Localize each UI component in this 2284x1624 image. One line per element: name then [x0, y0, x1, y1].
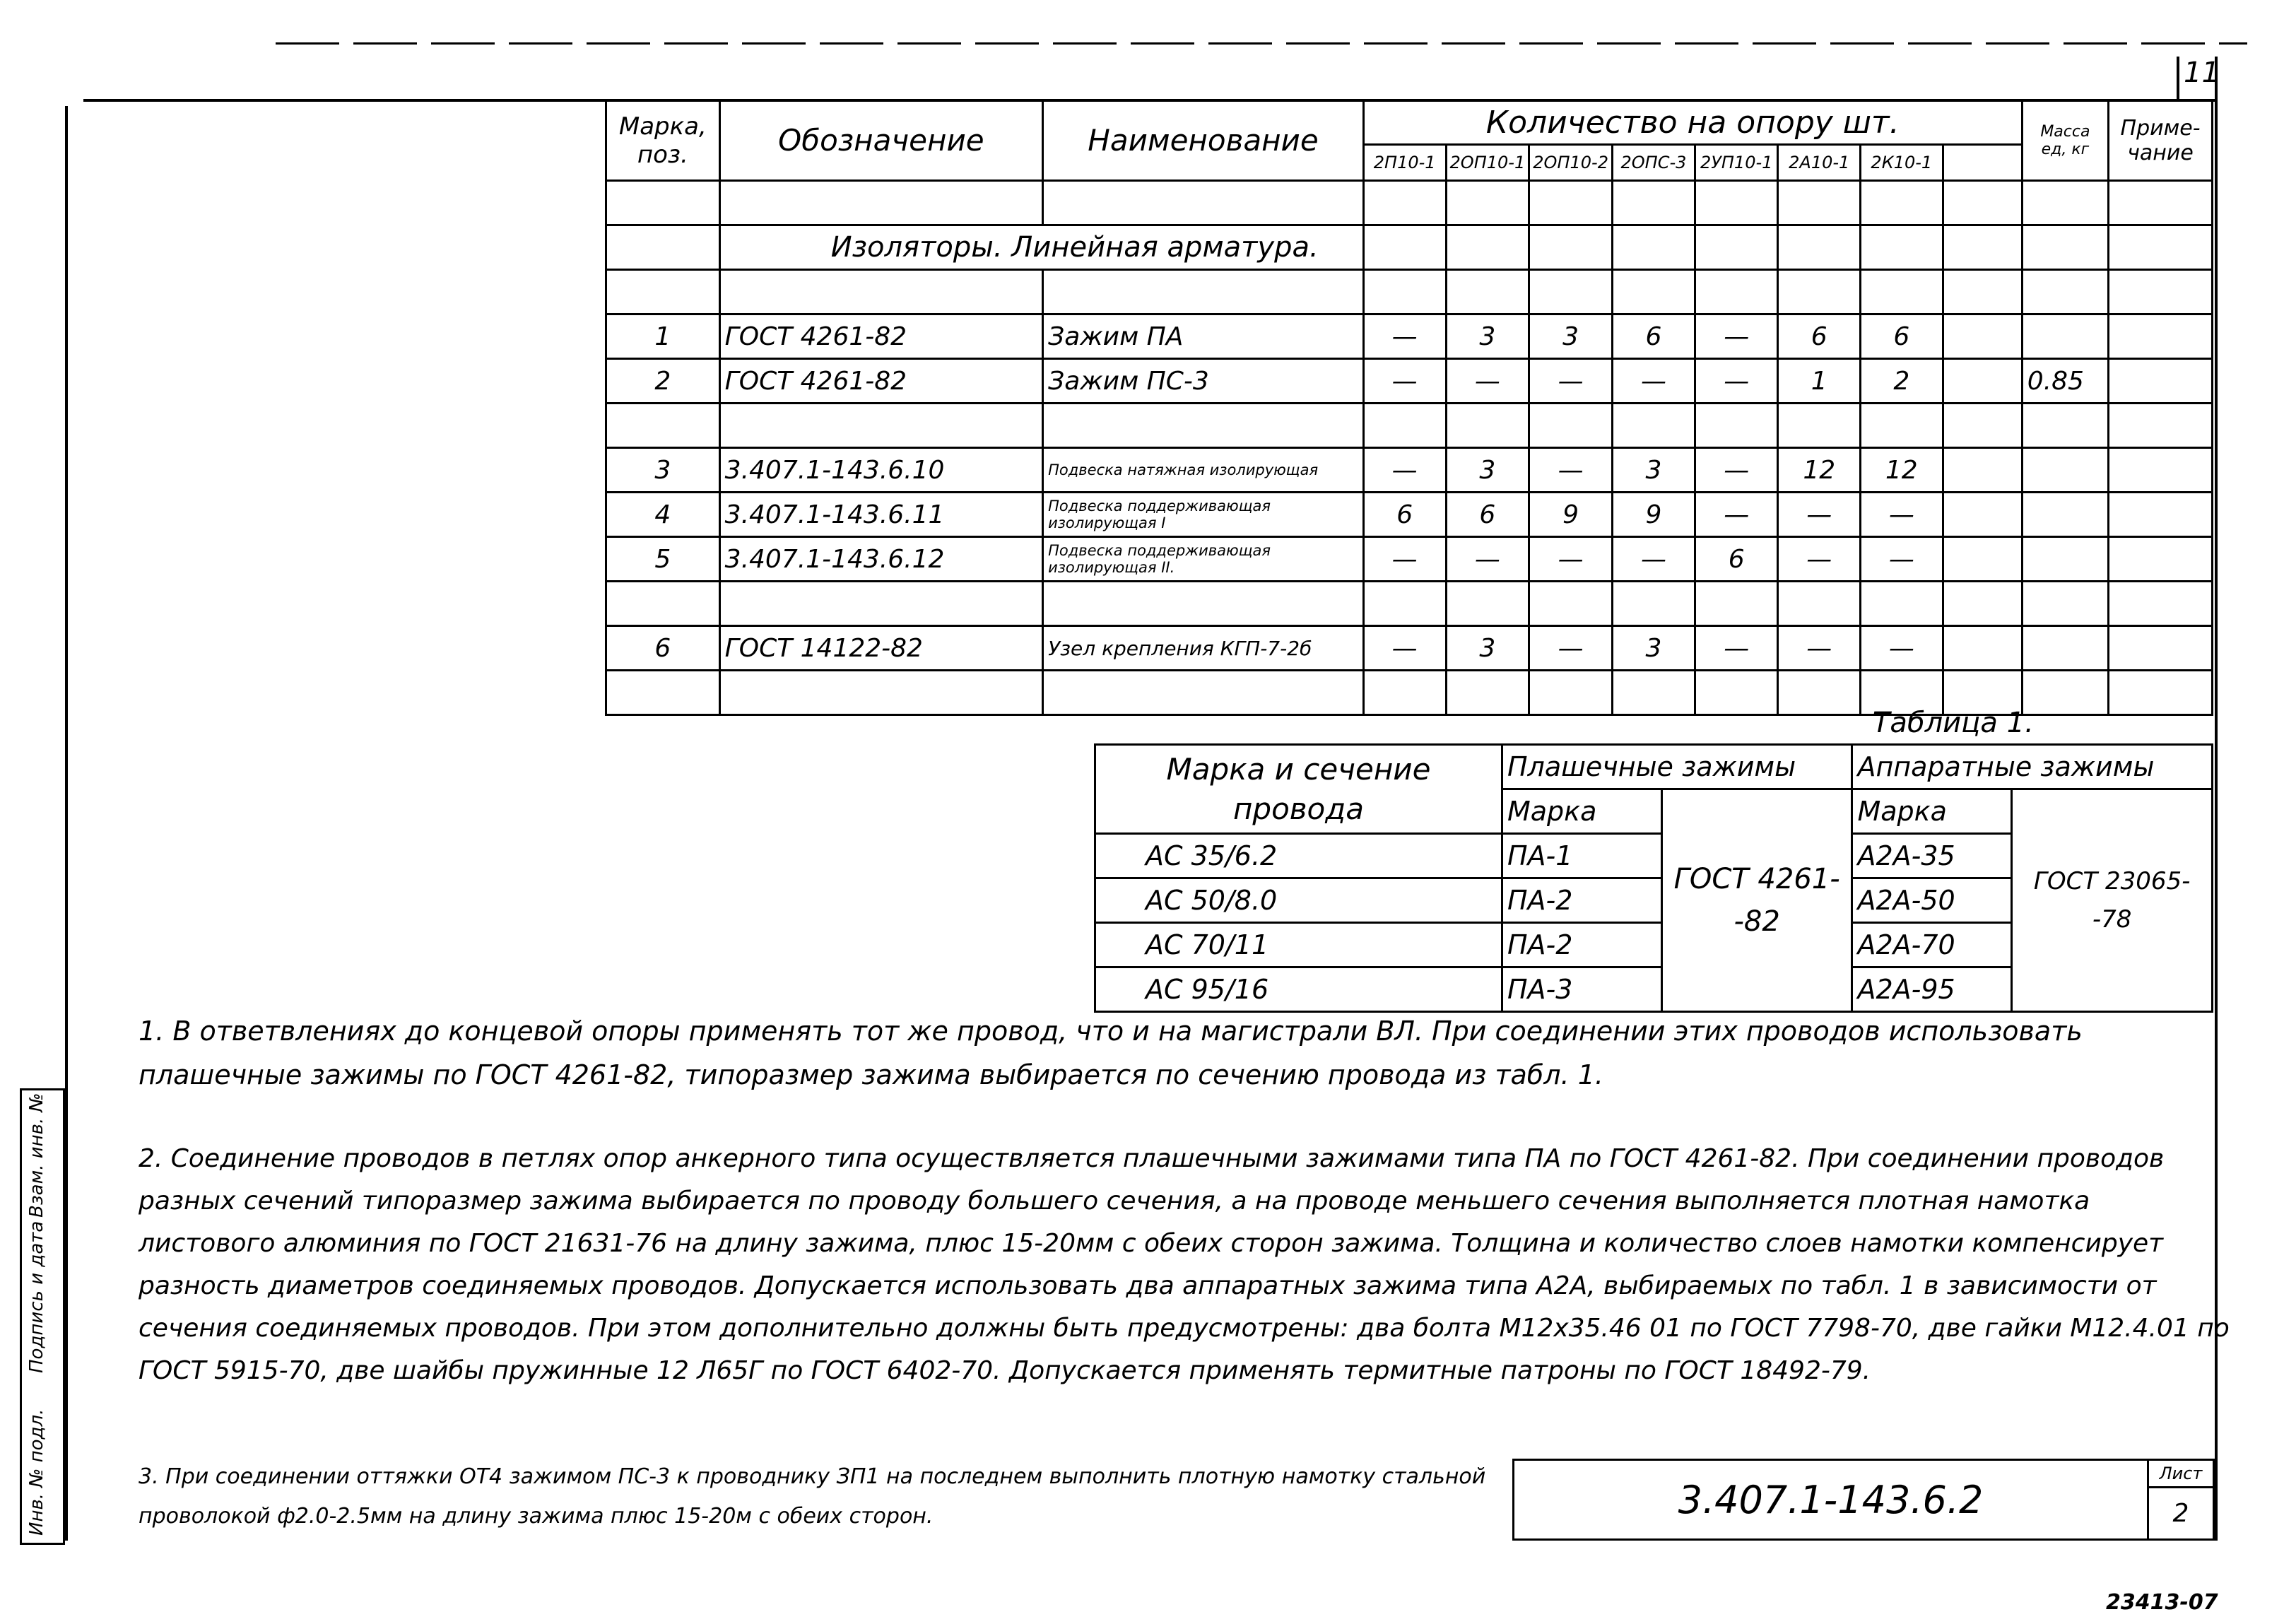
row-qty: 9 [1613, 493, 1695, 537]
row-qty: — [1529, 359, 1613, 404]
title-stamp [1512, 1459, 2215, 1541]
table1-header-app: Аппаратные зажимы [1852, 745, 2213, 789]
side-label-sign: Подпись и дата [26, 1220, 47, 1373]
table-row [606, 537, 2213, 582]
row-qty: — [1363, 626, 1446, 671]
table-row-empty [606, 181, 2213, 225]
row-mass: 0.85 [2022, 359, 2108, 404]
table-row-section [606, 225, 2213, 270]
qty-col-7: 2К10-1 [1861, 145, 1943, 181]
row-mass [2022, 314, 2108, 359]
row-qty: 1 [1778, 359, 1861, 404]
row-mass [2022, 626, 2108, 671]
row-qty: 3 [1613, 626, 1695, 671]
corner-box-divider [2177, 57, 2179, 100]
row-qty: 9 [1529, 493, 1613, 537]
side-stamp [20, 1088, 65, 1545]
row-qty: — [1778, 626, 1861, 671]
bottom-code: 23413-07 [2106, 1590, 2218, 1615]
spec-table [605, 99, 2213, 716]
row-qty [1943, 537, 2022, 582]
row-qty: 3 [1446, 448, 1529, 493]
row-qty: — [1861, 537, 1943, 582]
row-designation: ГОСТ 4261-82 [719, 314, 1042, 359]
row-qty [1943, 493, 2022, 537]
row-qty: 6 [1778, 314, 1861, 359]
row-designation: ГОСТ 4261-82 [719, 359, 1042, 404]
row-qty: — [1446, 359, 1529, 404]
row-qty: — [1363, 448, 1446, 493]
header-qty: Количество на опору шт. [1363, 100, 2022, 145]
table1-app: А2А-35 [1852, 834, 2012, 878]
table1-app: А2А-70 [1852, 923, 2012, 967]
top-dashed-rule [276, 42, 2247, 45]
row-mark: 1 [606, 314, 720, 359]
row-mark: 4 [606, 493, 720, 537]
table1-plate-gost: ГОСТ 4261--82 [1661, 789, 1852, 1012]
row-qty: 3 [1529, 314, 1613, 359]
frame-left-line [65, 106, 68, 1541]
qty-col-4: 2ОПС-3 [1613, 145, 1695, 181]
row-note [2109, 359, 2213, 404]
table1-app: А2А-95 [1852, 967, 2012, 1012]
row-mass [2022, 448, 2108, 493]
row-qty: — [1529, 537, 1613, 582]
table1-plate: ПА-2 [1502, 923, 1661, 967]
row-qty: — [1363, 537, 1446, 582]
row-designation: 3.407.1-143.6.10 [719, 448, 1042, 493]
row-qty: — [1695, 359, 1778, 404]
row-qty [1943, 314, 2022, 359]
row-qty: — [1695, 626, 1778, 671]
table-row [606, 626, 2213, 671]
table1-wire: АС 95/16 [1095, 967, 1502, 1012]
header-mark: Марка, поз. [606, 100, 720, 181]
row-note [2109, 448, 2213, 493]
row-qty: 3 [1446, 626, 1529, 671]
table-row [606, 493, 2213, 537]
row-qty: 3 [1446, 314, 1529, 359]
note-3: 3. При соединении оттяжки ОТ4 зажимом ПС-3 к проводнику ЗП1 на последнем выполнить плотную намотку стальной проволокой ф2.0-2.5мм на длину зажима плюс 15-20м с обеих сторон. [139, 1464, 1486, 1529]
row-mass [2022, 493, 2108, 537]
table1-app: А2А-50 [1852, 878, 2012, 923]
row-qty: — [1446, 537, 1529, 582]
row-mark: 6 [606, 626, 720, 671]
row-qty: — [1695, 314, 1778, 359]
table-row-empty [606, 270, 2213, 314]
qty-col-1: 2П10-1 [1363, 145, 1446, 181]
row-mark: 2 [606, 359, 720, 404]
row-name: Зажим ПС-3 [1043, 359, 1364, 404]
row-name: Узел крепления КГП-7-2б [1043, 626, 1364, 671]
table1-app-gost: ГОСТ 23065--78 [2012, 789, 2213, 1012]
row-qty: — [1778, 537, 1861, 582]
table1-header-wire: Марка и сечение провода [1095, 745, 1502, 834]
header-mass: Масса ед, кг [2022, 100, 2108, 181]
side-label-replace: Взам. инв. № [26, 1093, 47, 1218]
row-qty: 2 [1861, 359, 1943, 404]
row-designation: 3.407.1-143.6.11 [719, 493, 1042, 537]
qty-col-3: 2ОП10-2 [1529, 145, 1613, 181]
table1-plate: ПА-2 [1502, 878, 1661, 923]
section-title: Изоляторы. Линейная арматура. [719, 225, 1363, 270]
row-qty [1943, 359, 2022, 404]
note-1: 1. В ответвлениях до концевой опоры применять тот же провод, что и на магистрали ВЛ. При соединении этих проводов использовать плашечные зажимы по ГОСТ 4261-82, типоразмер зажима выбирается по сечению провода из табл. 1. [139, 1016, 2083, 1090]
qty-col-8 [1943, 145, 2022, 181]
table1-sub-mark-app: Марка [1852, 789, 2012, 834]
table1-wire: АС 35/6.2 [1095, 834, 1502, 878]
table1-sub-mark-plate: Марка [1502, 789, 1661, 834]
table-row-empty [606, 582, 2213, 626]
row-mark: 3 [606, 448, 720, 493]
row-name: Подвеска натяжная изолирующая [1043, 448, 1364, 493]
table1-wire: АС 70/11 [1095, 923, 1502, 967]
row-name: Зажим ПА [1043, 314, 1364, 359]
row-qty: 3 [1613, 448, 1695, 493]
row-qty: 6 [1695, 537, 1778, 582]
row-note [2109, 314, 2213, 359]
row-qty [1943, 448, 2022, 493]
row-qty: — [1529, 448, 1613, 493]
row-qty: — [1695, 493, 1778, 537]
row-note [2109, 493, 2213, 537]
row-qty: — [1529, 626, 1613, 671]
row-qty: — [1861, 626, 1943, 671]
row-designation: 3.407.1-143.6.12 [719, 537, 1042, 582]
row-name: Подвеска поддерживающая изолирующая I [1043, 493, 1364, 537]
table1-header-plate: Плашечные зажимы [1502, 745, 1852, 789]
header-note: Приме-чание [2109, 100, 2213, 181]
row-qty: — [1613, 537, 1695, 582]
row-note [2109, 537, 2213, 582]
row-note [2109, 626, 2213, 671]
table-row-empty [606, 404, 2213, 448]
row-qty: — [1861, 493, 1943, 537]
row-qty: — [1695, 448, 1778, 493]
table1-plate: ПА-3 [1502, 967, 1661, 1012]
row-qty: 6 [1861, 314, 1943, 359]
doc-code: 3.407.1-143.6.2 [1514, 1460, 2148, 1540]
row-qty: 12 [1778, 448, 1861, 493]
table1-wire: АС 50/8.0 [1095, 878, 1502, 923]
row-qty: 6 [1446, 493, 1529, 537]
row-qty: — [1778, 493, 1861, 537]
sheet-corner-number: 11 [2184, 57, 2220, 89]
qty-col-2: 2ОП10-1 [1446, 145, 1529, 181]
row-qty: 12 [1861, 448, 1943, 493]
row-mass [2022, 537, 2108, 582]
qty-col-5: 2УП10-1 [1695, 145, 1778, 181]
header-name: Наименование [1043, 100, 1364, 181]
row-name: Подвеска поддерживающая изолирующая II. [1043, 537, 1364, 582]
row-qty: 6 [1363, 493, 1446, 537]
table1 [1094, 743, 2213, 1013]
table-row [606, 314, 2213, 359]
qty-col-6: 2А10-1 [1778, 145, 1861, 181]
note-2: 2. Соединение проводов в петлях опор анкерного типа осуществляется плашечными зажимами типа ПА по ГОСТ 4261-82. При соединении проводов разных сечений типоразмер зажима выбирается по проводу большего сечения, а на проводе меньшего сечения выполняется плотная намотка листового алюминия по ГОСТ 21631-76 на длину зажима, плюс 15-20мм с обеих сторон зажима. Толщина и количество слоев намотки компенсирует разность диаметров соединяемых проводов. Допускается использовать два аппаратных зажима типа А2А, выбираемых по табл. 1 в зависимости от сечения соединяемых проводов. При этом дополнительно должны быть предусмотрены: два болта М12х35.46 01 по ГОСТ 7798-70, две гайки М12.4.01 по ГОСТ 5915-70, две шайбы пружинные 12 Л65Г по ГОСТ 6402-70. Допускается применять термитные патроны по ГОСТ 18492-79. [139, 1144, 2230, 1385]
sheet-number: 2 [2148, 1488, 2214, 1540]
row-qty: — [1363, 359, 1446, 404]
table-row [606, 359, 2213, 404]
table1-plate: ПА-1 [1502, 834, 1661, 878]
row-qty: — [1613, 359, 1695, 404]
sheet-label: Лист [2148, 1460, 2214, 1488]
side-label-inv: Инв. № подл. [26, 1408, 47, 1536]
row-designation: ГОСТ 14122-82 [719, 626, 1042, 671]
row-qty: 6 [1613, 314, 1695, 359]
table1-caption: Таблица 1. [1873, 707, 2034, 739]
row-qty: — [1363, 314, 1446, 359]
table-row [606, 448, 2213, 493]
row-qty [1943, 626, 2022, 671]
header-designation: Обозначение [719, 100, 1042, 181]
row-mark: 5 [606, 537, 720, 582]
